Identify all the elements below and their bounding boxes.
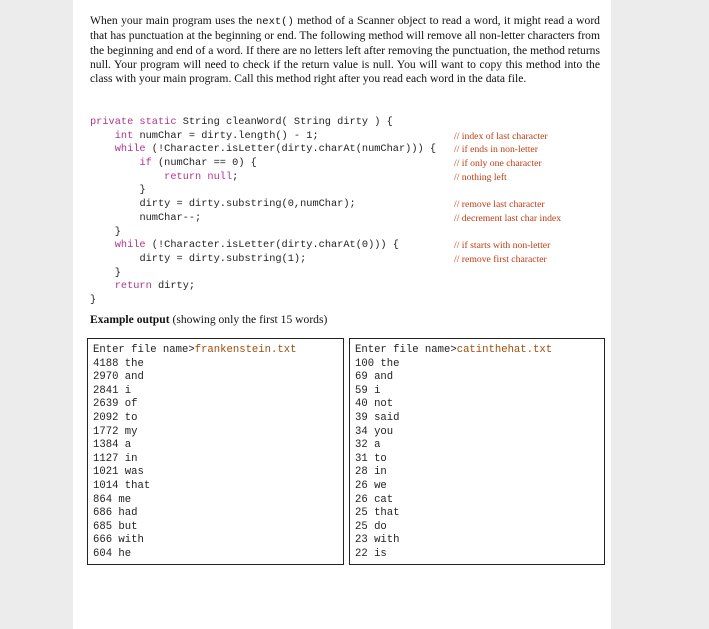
code-comment: // decrement last char index (454, 212, 562, 224)
output-row: 23 with (355, 534, 400, 547)
code-text: String cleanWord( String dirty ) { (182, 116, 393, 128)
code-line-3 (90, 143, 600, 157)
output-row: 604 he (93, 547, 132, 560)
code-text: } (139, 184, 146, 197)
code-line-2 (90, 130, 600, 144)
output-row: 1384 a (93, 439, 132, 452)
code-comment: // remove last character (454, 199, 545, 211)
code-comment: // if starts with non-letter (454, 240, 551, 252)
code-keyword: return null (164, 170, 233, 183)
output-row: 34 you (355, 425, 394, 438)
output-row: 22 is (355, 547, 387, 560)
output-row: 686 had (93, 507, 138, 520)
code-text: (!Character.isLetter(dirty.charAt(numChar))) { (151, 143, 437, 156)
code-comment: // if only one character (454, 158, 542, 170)
code-keyword: private static (90, 116, 183, 128)
filename: frankenstein.txt (194, 344, 297, 356)
output-row: 28 in (355, 466, 387, 479)
output-row: 31 to (355, 452, 387, 465)
output-row: 25 that (355, 507, 400, 520)
code-text: } (90, 293, 97, 306)
code-text: dirty = dirty.substring(1); (139, 252, 307, 265)
filename: catinthehat.txt (456, 344, 553, 356)
output-row: 1021 was (93, 466, 144, 479)
code-comment: // if ends in non-letter (454, 144, 538, 156)
code-line-5 (90, 171, 600, 185)
code-comment: // nothing left (454, 171, 507, 183)
output-row: 2970 and (93, 371, 144, 384)
code-block (90, 116, 600, 308)
code-line-1 (90, 116, 600, 130)
output-row: 1014 that (93, 479, 151, 492)
output-row: 2092 to (93, 411, 138, 424)
code-text: numChar--; (139, 211, 202, 224)
code-line-11 (90, 253, 600, 267)
code-text: dirty = dirty.substring(0,numChar); (139, 198, 356, 211)
code-text: dirty; (157, 280, 196, 293)
code-line-8 (90, 212, 600, 226)
code-keyword: while (114, 239, 152, 252)
code-line-12 (90, 267, 600, 281)
intro-paragraph (90, 14, 600, 86)
code-comment: // remove first character (454, 253, 547, 265)
intro-text-2: method of a Scanner object to read a word, it might read a word that has punctuation at the beginning or end. The following method will remove all non-letter characters from the beginning and end of a word. If there are no letters left after removing the punctuation, the method returns null. Your program will need to check if the return value is null. You will want to copy this method into the class with your main program. Call this method right after you read each word in the data file. (90, 14, 600, 86)
output-row: 32 a (355, 439, 381, 452)
output-row: 2841 i (93, 384, 132, 397)
output-row: 864 me (93, 493, 132, 506)
output-row: 685 but (93, 520, 138, 533)
document-page (73, 0, 611, 629)
output-row: 40 not (355, 398, 394, 411)
code-line-7 (90, 198, 600, 212)
output-row: 2639 of (93, 398, 138, 411)
output-box-catinthehat (349, 338, 605, 565)
code-text: (numChar == 0) { (157, 157, 257, 170)
code-line-14 (90, 294, 600, 308)
code-text: numChar = dirty.length() - 1; (139, 129, 319, 142)
example-heading-bold: Example output (90, 313, 170, 326)
output-row: 100 the (355, 357, 400, 370)
code-keyword: if (139, 157, 158, 170)
code-line-9 (90, 226, 600, 240)
output-row: 59 i (355, 384, 381, 397)
example-heading (90, 313, 327, 326)
code-text: ; (232, 170, 239, 183)
output-row: 26 we (355, 479, 387, 492)
output-row: 1772 my (93, 425, 138, 438)
output-row: 666 with (93, 534, 144, 547)
code-comment: // index of last character (454, 130, 548, 142)
prompt-line (355, 344, 604, 358)
output-row: 25 do (355, 520, 387, 533)
intro-text-1: When your main program uses the (90, 14, 256, 27)
code-text: } (114, 225, 121, 238)
code-line-13 (90, 280, 600, 294)
intro-code-next: next() (255, 16, 294, 28)
code-keyword: while (114, 143, 152, 156)
prompt-text: Enter file name> (93, 344, 195, 356)
output-row: 1127 in (93, 452, 138, 465)
output-box-frankenstein (87, 338, 344, 565)
code-keyword: int (114, 129, 140, 142)
code-keyword: return (114, 280, 158, 293)
example-heading-rest: (showing only the first 15 words) (169, 313, 328, 326)
code-text: } (114, 266, 121, 279)
code-text: (!Character.isLetter(dirty.charAt(0))) { (151, 239, 399, 252)
output-row: 4188 the (93, 357, 144, 370)
prompt-line (93, 344, 343, 358)
prompt-text: Enter file name> (355, 344, 457, 356)
output-row: 69 and (355, 371, 394, 384)
code-line-10 (90, 239, 600, 253)
output-row: 26 cat (355, 493, 394, 506)
code-line-4 (90, 157, 600, 171)
code-line-6 (90, 184, 600, 198)
output-row: 39 said (355, 411, 400, 424)
